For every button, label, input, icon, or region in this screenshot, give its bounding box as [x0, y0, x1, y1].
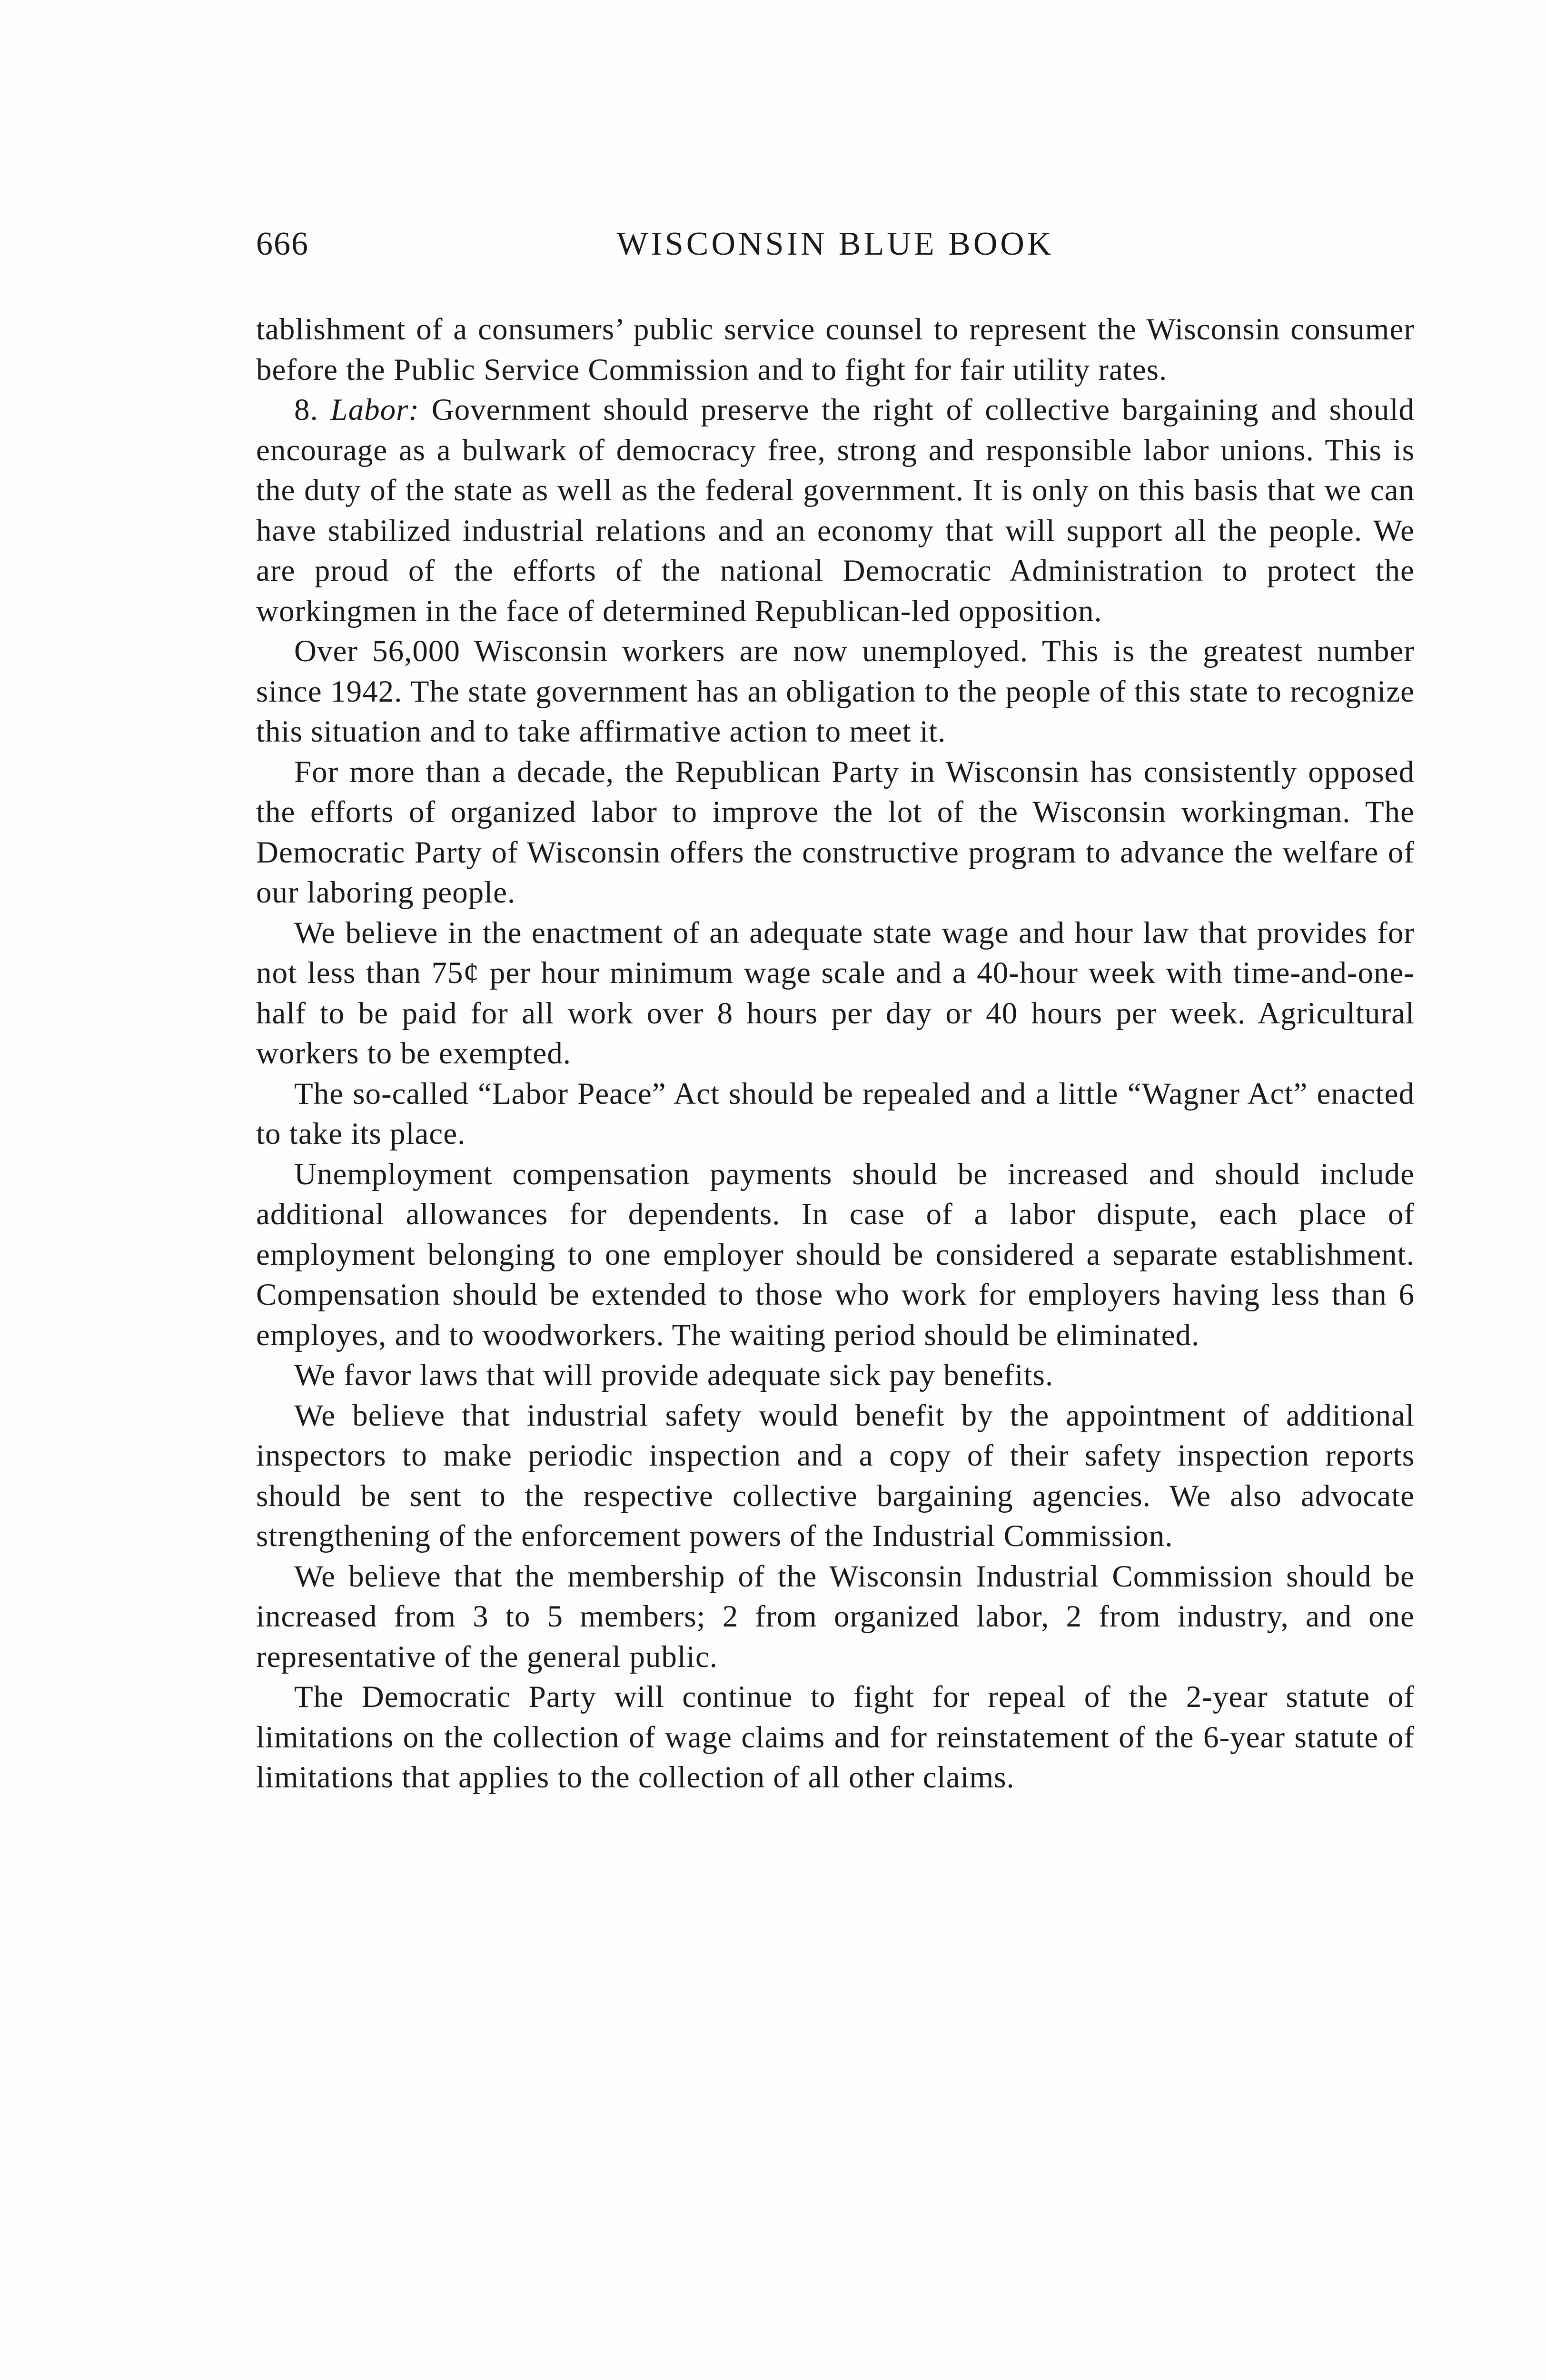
- paragraph: We believe in the enactment of an adequate state wage and hour law that provides for not less than 75¢ per hour minimum wage scale and a 40-hour week with time-and-one-half to be paid for all work over 8 hours per day or 40 hours per week. Agricultural workers to be exempted.: [256, 915, 1415, 1071]
- body-text: [256, 309, 1415, 1798]
- paragraph: The Democratic Party will continue to fight for repeal of the 2-year statute of limitations on the collection of wage claims and for reinstatement of the 6-year statute of limitations that applies to the collection of all other claims.: [256, 1680, 1415, 1795]
- paragraph: The so-called “Labor Peace” Act should be repealed and a little “Wagner Act” enacted to take its place.: [256, 1076, 1415, 1151]
- paragraph: For more than a decade, the Republican Party in Wisconsin has consistently opposed the efforts of organized labor to improve the lot of the Wisconsin workingman. The Democratic Party of Wisconsin offers the constructive program to advance the welfare of our laboring people.: [256, 754, 1415, 910]
- book-title: WISCONSIN BLUE BOOK: [616, 226, 1054, 262]
- paragraph-continuation: tablishment of a consumers’ public service counsel to represent the Wisconsin consumer before the Public Service Commission and to fight for fair utility rates.: [256, 312, 1415, 387]
- paragraph: We favor laws that will provide adequate sick pay benefits.: [294, 1358, 1054, 1392]
- paragraph: Over 56,000 Wisconsin workers are now unemployed. This is the greatest number since 1942. The state government has an obligation to the people of this state to recognize this situation and to take affirmative action to meet it.: [256, 634, 1415, 749]
- paragraph: We believe that industrial safety would benefit by the appointment of additional inspectors to make periodic inspection and a copy of their safety inspection reports should be sent to the respective collective bargaining agencies. We also advocate strengthening of the enforcement powers of the Industrial Commission.: [256, 1398, 1415, 1553]
- section-number: 8.: [294, 393, 318, 427]
- section-topic: Labor:: [330, 393, 420, 427]
- running-head: [256, 223, 1415, 266]
- paragraph-labor: 8. Labor: Government should preserve the right of collective bargaining and should encourage as a bulwark of democracy free, strong and responsible labor unions. This is the duty of the state as well as the federal government. It is only on this basis that we can have stabilized industrial relations and an economy that will support all the people. We are proud of the efforts of the national Democratic Administration to protect the workingmen in the face of determined Republican-led opposition.: [256, 393, 1415, 628]
- page-number: 666: [256, 226, 309, 262]
- paragraph: We believe that the membership of the Wisconsin Industrial Commission should be increased from 3 to 5 members; 2 from organized labor, 2 from industry, and one representative of the general public.: [256, 1559, 1415, 1674]
- paragraph: Unemployment compensation payments should be increased and should include additional allowances for dependents. In case of a labor dispute, each place of employment belonging to one employer should be considered a separate establishment. Compensation should be extended to those who work for employers having less than 6 employes, and to woodworkers. The waiting period should be eliminated.: [256, 1157, 1415, 1352]
